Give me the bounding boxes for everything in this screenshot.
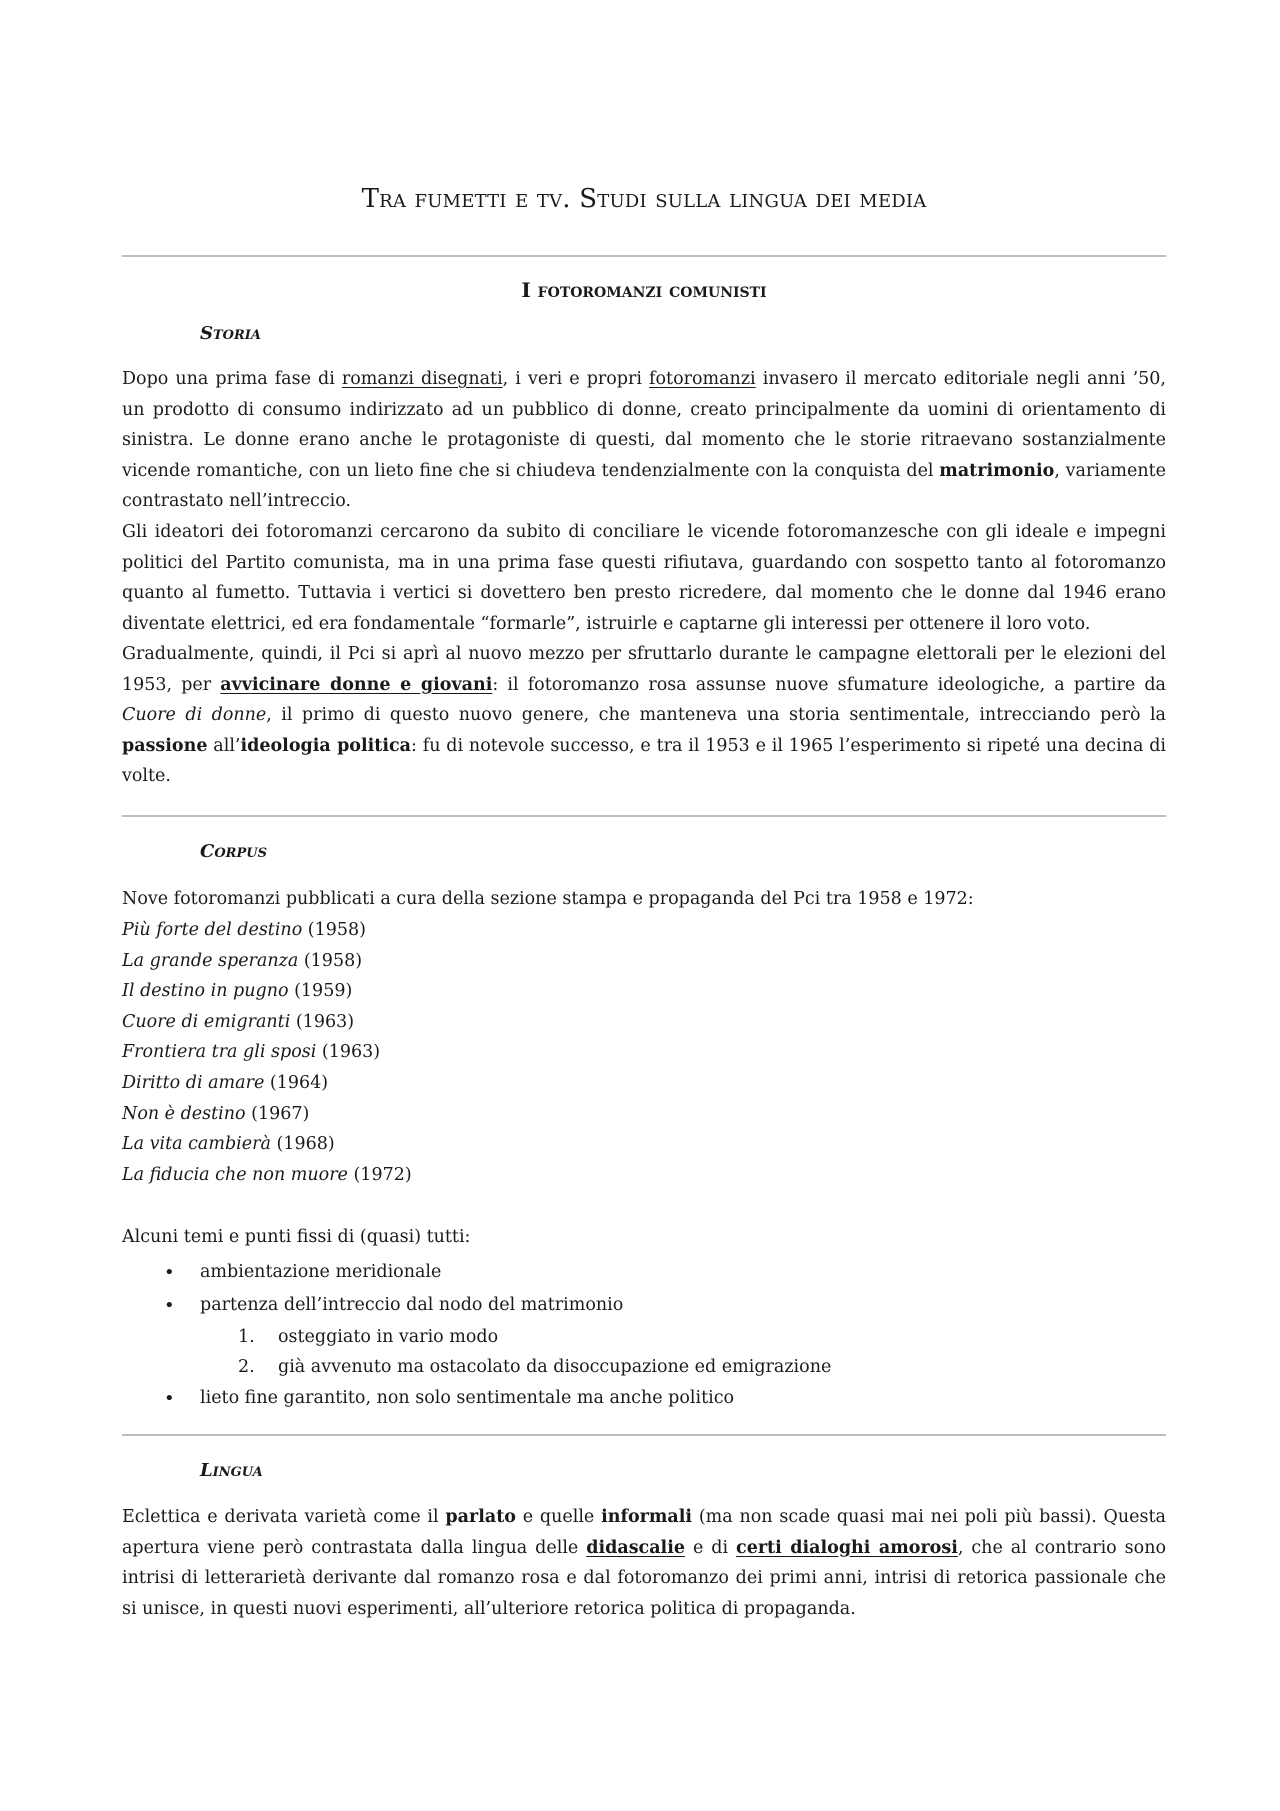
corpus-work-list: [122, 915, 412, 1190]
list-item: [122, 1068, 412, 1099]
bold-term: matrimonio: [939, 460, 1055, 481]
title-divider: [122, 255, 1166, 257]
text-run: e quelle: [515, 1507, 602, 1527]
underlined-term: romanzi disegnati: [341, 369, 503, 389]
work-title: La vita cambierà: [122, 1134, 271, 1155]
bullet-marker: •: [164, 1388, 175, 1409]
text-run: , variamente contrastato nell’intreccio.: [122, 460, 1166, 512]
text-run: Gradualmente, quindi, il Pci si aprì al nuovo mezzo per sfruttarlo durante le campagne elettorali per le elezioni del 1953, per: [122, 644, 1166, 695]
themes-list: [122, 1256, 1166, 1415]
list-number: 2.: [238, 1357, 255, 1377]
subtheme-text: osteggiato in vario modo: [278, 1327, 499, 1347]
bullet-marker: •: [164, 1295, 175, 1316]
bold-term: informali: [601, 1507, 693, 1527]
work-year: (1964): [264, 1072, 329, 1093]
list-item: [122, 976, 412, 1007]
section-heading-lingua: Lingua: [200, 1460, 263, 1481]
storia-paragraph-1: [122, 364, 1166, 517]
section-divider: [122, 1434, 1166, 1436]
bold-underlined-term: didascalie: [586, 1537, 685, 1558]
work-year: (1958): [298, 950, 363, 971]
list-number: 1.: [238, 1327, 255, 1347]
work-title: Cuore di emigranti: [122, 1011, 291, 1032]
list-item: [122, 1007, 412, 1038]
italic-title: Cuore di donne: [122, 705, 267, 726]
subtheme-text: già avvenuto ma ostacolato da disoccupazione ed emigrazione: [278, 1357, 832, 1377]
work-year: (1967): [245, 1103, 310, 1124]
text-run: Dopo una prima fase di: [122, 369, 342, 389]
theme-text: ambientazione meridionale: [200, 1262, 442, 1282]
bold-term: passione: [122, 735, 208, 756]
text-run: all’: [207, 735, 241, 756]
list-item: [122, 946, 412, 977]
work-year: (1958): [302, 920, 366, 940]
work-title: Diritto di amare: [122, 1072, 265, 1093]
work-year: (1963): [316, 1042, 381, 1063]
bold-term: parlato: [445, 1507, 516, 1527]
storia-paragraph-3: [122, 639, 1166, 792]
document-subtitle: I fotoromanzi comunisti: [521, 278, 767, 302]
bold-term: ideologia politica: [240, 735, 412, 756]
text-run: invasero il mercato editoriale negli anni ’50, un prodotto di consumo indirizzato ad un pubblico di donne, creato principalmente da uomini di orientamento di sinistra. Le donne erano anche le protagoniste di questi, dal momento che le storie ritraevano sostanzialmente vicende romantiche, con un lieto fine che si chiudeva tendenzialmente con la conquista del: [122, 369, 1166, 481]
work-title: La fiducia che non muore: [122, 1164, 348, 1185]
section-heading-storia: Storia: [200, 323, 261, 344]
list-item: [200, 1352, 1166, 1382]
lingua-paragraph: [122, 1502, 1166, 1624]
text-run: e di: [684, 1537, 737, 1558]
work-year: (1959): [288, 981, 353, 1002]
work-title: Frontiera tra gli sposi: [122, 1042, 317, 1063]
list-item: [122, 1382, 1166, 1415]
work-title: Più forte del destino: [122, 920, 303, 940]
corpus-intro: Nove fotoromanzi pubblicati a cura della sezione stampa e propaganda del Pci tra 1958 e 1972:: [122, 889, 974, 909]
list-item: [200, 1322, 1166, 1352]
themes-intro: Alcuni temi e punti fissi di (quasi) tutti:: [122, 1227, 471, 1247]
text-run: : fu di notevole successo, e tra il 1953 e il 1965 l’esperimento si ripeté una decina di volte.: [122, 735, 1166, 787]
work-year: (1972): [347, 1164, 412, 1185]
text-run: , che al contrario sono intrisi di letterarietà derivante dal romanzo rosa e dal fotoromanzo dei primi anni, intrisi di retorica passionale che si unisce, in questi nuovi esperimenti, all’ulteriore retorica politica di propaganda.: [122, 1537, 1166, 1619]
section-heading-corpus: Corpus: [200, 841, 267, 862]
list-item: [122, 1160, 412, 1191]
list-item: [122, 1256, 1166, 1289]
theme-text: partenza dell’intreccio dal nodo del matrimonio: [200, 1295, 624, 1315]
text-run: , il primo di questo nuovo genere, che manteneva una storia sentimentale, intrecciando però la: [266, 705, 1166, 726]
section-divider: [122, 815, 1166, 817]
storia-paragraph-2: Gli ideatori dei fotoromanzi cercarono da subito di conciliare le vicende fotoromanzesche con gli ideale e impegni politici del Partito comunista, ma in una prima fase questi rifiutava, guardando con sospetto tanto al fotoromanzo quanto al fumetto. Tuttavia i vertici si dovettero ben presto ricredere, dal momento che le donne dal 1946 erano diventate elettrici, ed era fondamentale “formarle”, istruirle e captarne gli interessi per ottenere il loro voto.: [122, 522, 1166, 634]
work-title: Il destino in pugno: [122, 981, 289, 1002]
list-item: [122, 1099, 412, 1130]
text-run: , i veri e propri: [502, 369, 650, 389]
text-run: : il fotoromanzo rosa assunse nuove sfumature ideologiche, a partire da: [492, 674, 1166, 695]
work-year: (1963): [290, 1011, 355, 1032]
text-run: (ma non scade quasi mai nei poli più bassi). Questa apertura viene però contrastata dalla lingua delle: [122, 1507, 1166, 1558]
work-title: Non è destino: [122, 1103, 246, 1124]
bold-underlined-term: certi dialoghi amorosi: [736, 1537, 958, 1558]
underlined-term: fotoromanzi: [649, 369, 756, 389]
list-item: [122, 1037, 412, 1068]
document-title: Tra fumetti e tv. Studi sulla lingua dei media: [361, 184, 927, 214]
list-item: [122, 1129, 412, 1160]
work-title: La grande speranza: [122, 950, 299, 971]
work-year: (1968): [270, 1134, 335, 1155]
bold-underlined-term: avvicinare donne e giovani: [220, 674, 493, 695]
bullet-marker: •: [164, 1262, 175, 1283]
list-item: [122, 1289, 1166, 1382]
list-item: [122, 915, 412, 946]
text-run: Eclettica e derivata varietà come il: [122, 1507, 446, 1527]
sub-themes-list: [200, 1322, 1166, 1382]
theme-text: lieto fine garantito, non solo sentimentale ma anche politico: [200, 1388, 735, 1408]
